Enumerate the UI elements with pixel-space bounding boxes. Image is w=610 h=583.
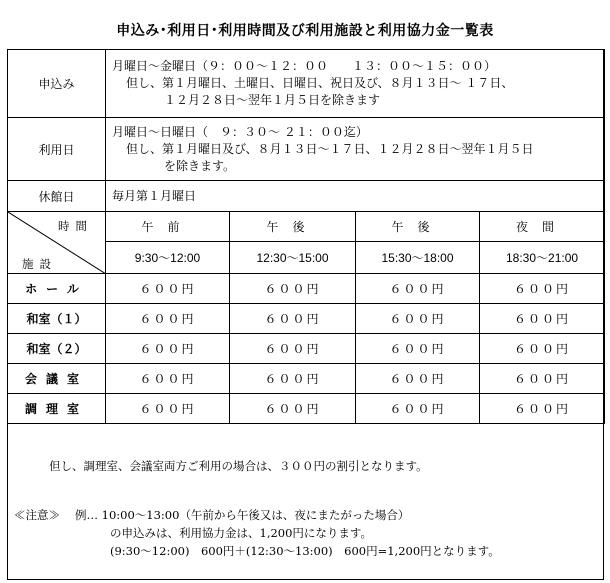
apply-line-1: 月曜日～金曜日（９：００～１２：００ １３：００～１５：００）	[112, 59, 497, 73]
fee-cell: ６００円	[480, 394, 605, 424]
apply-line-2: 但し、第１月曜日、土曜日、日曜日、祝日及び、８月１３日～ １７日、	[126, 76, 514, 90]
fee-cell: ６００円	[230, 274, 356, 304]
fee-cell: ６００円	[106, 394, 230, 424]
fee-cell: ６００円	[480, 334, 605, 364]
apply-line-3: １２月２８日～翌年１月５日を除きます	[164, 93, 381, 107]
apply-text	[106, 50, 605, 118]
fee-cell: ６００円	[356, 274, 480, 304]
use-line-3: を除きます。	[164, 158, 236, 173]
use-text	[106, 118, 605, 181]
fee-cell: ６００円	[106, 274, 230, 304]
time-morning: 9:30～12:00	[106, 242, 230, 274]
fee-cell: ６００円	[356, 394, 480, 424]
period-night: 夜間	[480, 212, 605, 242]
use-line-1: 月曜日～日曜日（ ９：３０～ ２１：００迄）	[112, 124, 368, 139]
fee-cell: ６００円	[106, 334, 230, 364]
discount-note: 但し、調理室、会議室両方ご利用の場合は、３００円の割引となります。	[49, 459, 428, 473]
use-line-2: 但し、第１月曜日及び、８月１３日～１７日、１２月２８日～翌年１月５日	[126, 141, 534, 156]
fee-cell: ６００円	[106, 364, 230, 394]
fee-cell: ６００円	[230, 334, 356, 364]
apply-row	[8, 50, 605, 118]
fee-cell: ６００円	[480, 364, 605, 394]
facility-hall: ホール	[8, 274, 106, 304]
facility-washitsu-1: 和室（１）	[8, 304, 106, 334]
period-header-row	[8, 212, 605, 242]
caution-line-3: (9:30～12:00) 600円＋(12:30～13:00) 600円=1,200円となります。	[110, 544, 500, 558]
facility-washitsu-2: 和室（２）	[8, 334, 106, 364]
table-row	[8, 334, 605, 364]
period-afternoon-1: 午後	[230, 212, 356, 242]
use-label: 利用日	[8, 118, 106, 181]
page-title: 申込み･利用日･利用時間及び利用施設と利用協力金一覧表	[116, 23, 494, 39]
use-row	[8, 118, 605, 181]
caution-label: ≪注意≫	[14, 508, 60, 522]
table-row	[8, 394, 605, 424]
info-and-fee-table	[7, 49, 605, 424]
fee-cell: ６００円	[356, 304, 480, 334]
fee-cell: ６００円	[106, 304, 230, 334]
fee-cell: ６００円	[480, 304, 605, 334]
closed-value: 毎月第１月曜日	[106, 181, 605, 212]
period-morning: 午前	[106, 212, 230, 242]
facility-cooking-room: 調理室	[8, 394, 106, 424]
table-row	[8, 304, 605, 334]
corner-time-label: 時間	[58, 219, 93, 233]
fee-cell: ６００円	[230, 304, 356, 334]
caution-line-1: 例… 10:00～13:00（午前から午後又は、夜にまたがった場合）	[75, 508, 410, 522]
fee-cell: ６００円	[230, 364, 356, 394]
corner-facility-label: 施設	[22, 257, 57, 271]
table-row	[8, 274, 605, 304]
time-afternoon-1: 12:30～15:00	[230, 242, 356, 274]
fee-cell: ６００円	[230, 394, 356, 424]
fee-cell: ６００円	[356, 364, 480, 394]
fee-cell: ６００円	[480, 274, 605, 304]
caution-line-2: の申込みは、利用協力金は、1,200円になります。	[110, 526, 372, 540]
closed-label: 休館日	[8, 181, 106, 212]
apply-label: 申込み	[8, 50, 106, 118]
time-afternoon-2: 15:30～18:00	[356, 242, 480, 274]
fee-cell: ６００円	[356, 334, 480, 364]
time-night: 18:30～21:00	[480, 242, 605, 274]
closed-row	[8, 181, 605, 212]
facility-meeting-room: 会議室	[8, 364, 106, 394]
table-row	[8, 364, 605, 394]
period-afternoon-2: 午後	[356, 212, 480, 242]
corner-cell	[8, 212, 106, 274]
